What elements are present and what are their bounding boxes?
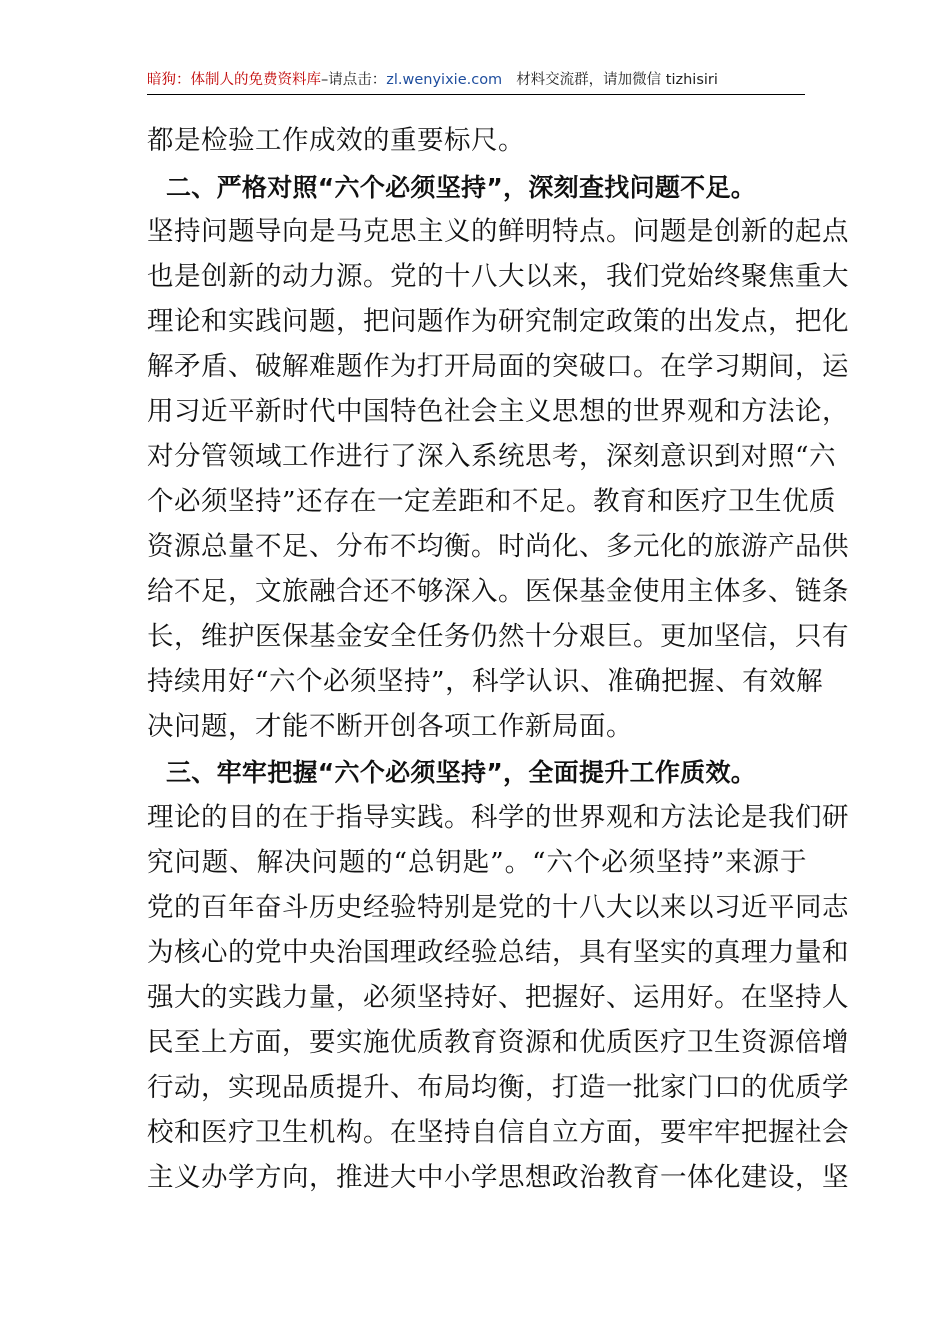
text-line: 民至上方面，要实施优质教育资源和优质医疗卫生资源倍增	[147, 1027, 849, 1058]
site-url-link[interactable]: zl.wenyixie.com	[386, 72, 503, 88]
text-line: 也是创新的动力源。党的十八大以来，我们党始终聚焦重大	[147, 261, 849, 292]
text-line: 资源总量不足、分布不均衡。时尚化、多元化的旅游产品供	[147, 531, 849, 562]
text-line: 强大的实践力量，必须坚持好、把握好、运用好。在坚持人	[147, 982, 849, 1013]
text-line: 解矛盾、破解难题作为打开局面的突破口。在学习期间，运	[147, 351, 849, 382]
text-line: 党的百年奋斗历史经验特别是党的十八大以来以习近平同志	[147, 892, 849, 923]
text-line: 主义办学方向，推进大中小学思想政治教育一体化建设，坚	[147, 1162, 849, 1193]
text-line: 行动，实现品质提升、布局均衡，打造一批家门口的优质学	[147, 1072, 849, 1103]
text-line: 为核心的党中央治国理政经验总结，具有坚实的真理力量和	[147, 937, 849, 968]
text-line: 个必须坚持”还存在一定差距和不足。教育和医疗卫生优质	[147, 486, 837, 517]
group-note: 材料交流群，请加微信 tizhisiri	[516, 72, 718, 88]
text-line: 坚持问题导向是马克思主义的鲜明特点。问题是创新的起点	[147, 216, 849, 247]
text-line: 持续用好“六个必须坚持”，科学认识、准确把握、有效解	[147, 666, 824, 697]
section-heading-3: 三、牢牢把握“六个必须坚持”，全面提升工作质效。	[166, 758, 757, 787]
text-line: 理论和实践问题，把问题作为研究制定政策的出发点，把化	[147, 306, 849, 337]
click-prompt: –请点击：	[321, 72, 387, 88]
text-line: 用习近平新时代中国特色社会主义思想的世界观和方法论，	[147, 396, 849, 427]
page-header	[147, 68, 805, 95]
text-line: 对分管领域工作进行了深入系统思考，深刻意识到对照“六	[147, 441, 837, 472]
text-line: 究问题、解决问题的“总钥匙”。“六个必须坚持”来源于	[147, 847, 807, 878]
text-line: 给不足，文旅融合还不够深入。医保基金使用主体多、链条	[147, 576, 849, 607]
section-heading-2: 二、严格对照“六个必须坚持”，深刻查找问题不足。	[166, 173, 757, 202]
text-line: 都是检验工作成效的重要标尺。	[147, 125, 525, 156]
text-line: 长，维护医保基金安全任务仍然十分艰巨。更加坚信，只有	[147, 621, 849, 652]
text-line: 理论的目的在于指导实践。科学的世界观和方法论是我们研	[147, 802, 849, 833]
site-name: 暗狗：体制人的免费资料库	[147, 72, 321, 88]
text-line: 校和医疗卫生机构。在坚持自信自立方面，要牢牢把握社会	[147, 1117, 849, 1148]
text-line: 决问题，才能不断开创各项工作新局面。	[147, 711, 633, 742]
